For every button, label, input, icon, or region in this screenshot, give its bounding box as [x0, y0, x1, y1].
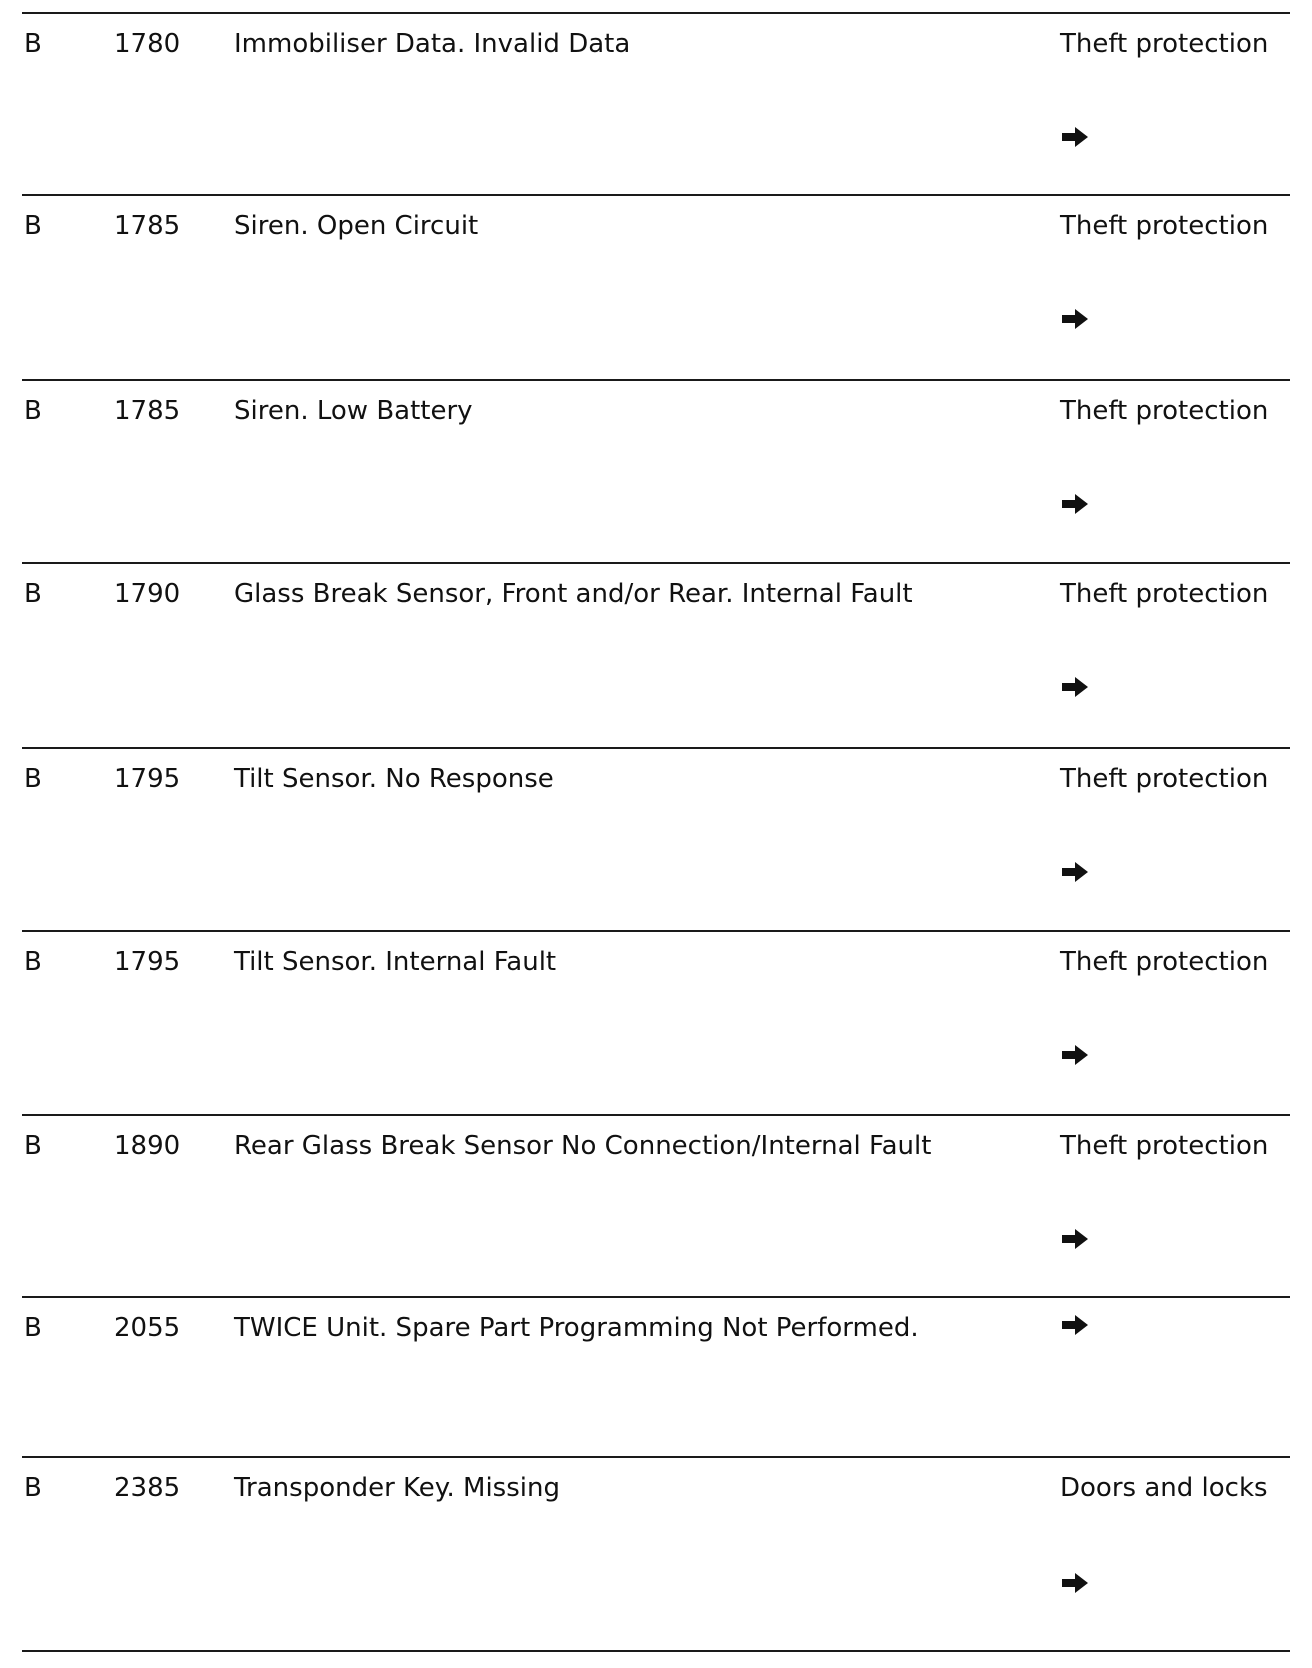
- fault-description: Tilt Sensor. Internal Fault: [234, 947, 557, 977]
- system-letter: B: [24, 1473, 42, 1503]
- table-row: [22, 1296, 1290, 1458]
- fault-description: Siren. Low Battery: [234, 396, 473, 426]
- system-letter: B: [24, 764, 42, 794]
- fault-code: 1795: [114, 947, 181, 977]
- table-row: [22, 930, 1290, 1116]
- table-row: [22, 562, 1290, 749]
- arrow-right-icon[interactable]: [1060, 493, 1094, 517]
- fault-description: TWICE Unit. Spare Part Programming Not Performed.: [234, 1313, 919, 1343]
- category-label: Theft protection: [1060, 1131, 1269, 1161]
- system-letter: B: [24, 211, 42, 241]
- table-row: [22, 12, 1290, 196]
- fault-code: 1785: [114, 396, 181, 426]
- arrow-right-icon[interactable]: [1060, 1314, 1094, 1338]
- category-label: Theft protection: [1060, 211, 1269, 241]
- arrow-right-icon[interactable]: [1060, 1044, 1094, 1068]
- arrow-right-icon[interactable]: [1060, 308, 1094, 332]
- category-label: Doors and locks: [1060, 1473, 1268, 1503]
- table-row: [22, 1456, 1290, 1652]
- table-row: [22, 747, 1290, 932]
- table-bottom-rule: [22, 1650, 1290, 1652]
- category-label: Theft protection: [1060, 396, 1269, 426]
- arrow-right-icon[interactable]: [1060, 126, 1094, 150]
- fault-code: 2385: [114, 1473, 181, 1503]
- fault-description: Immobiliser Data. Invalid Data: [234, 29, 631, 59]
- table-row: [22, 379, 1290, 564]
- fault-code: 1795: [114, 764, 181, 794]
- arrow-right-icon[interactable]: [1060, 861, 1094, 885]
- fault-description: Rear Glass Break Sensor No Connection/Internal Fault: [234, 1131, 932, 1161]
- system-letter: B: [24, 579, 42, 609]
- fault-code: 1785: [114, 211, 181, 241]
- system-letter: B: [24, 1131, 42, 1161]
- system-letter: B: [24, 1313, 42, 1343]
- fault-description: Transponder Key. Missing: [234, 1473, 560, 1503]
- table-row: [22, 1114, 1290, 1298]
- arrow-right-icon[interactable]: [1060, 1228, 1094, 1252]
- table-row: [22, 194, 1290, 381]
- category-label: Theft protection: [1060, 579, 1269, 609]
- fault-description: Glass Break Sensor, Front and/or Rear. Internal Fault: [234, 579, 913, 609]
- fault-code: 1780: [114, 29, 181, 59]
- fault-description: Tilt Sensor. No Response: [234, 764, 554, 794]
- system-letter: B: [24, 29, 42, 59]
- system-letter: B: [24, 947, 42, 977]
- category-label: Theft protection: [1060, 947, 1269, 977]
- category-label: Theft protection: [1060, 764, 1269, 794]
- fault-code: 1890: [114, 1131, 181, 1161]
- arrow-right-icon[interactable]: [1060, 1572, 1094, 1596]
- fault-description: Siren. Open Circuit: [234, 211, 479, 241]
- category-label: Theft protection: [1060, 29, 1269, 59]
- arrow-right-icon[interactable]: [1060, 676, 1094, 700]
- fault-code: 1790: [114, 579, 181, 609]
- system-letter: B: [24, 396, 42, 426]
- fault-code: 2055: [114, 1313, 181, 1343]
